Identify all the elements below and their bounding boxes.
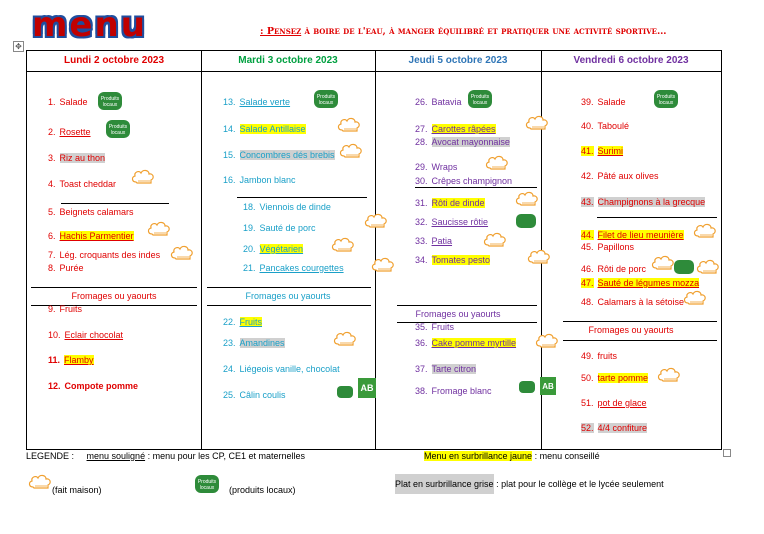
section-label: Fromages ou yaourts	[415, 309, 501, 319]
menu-item: 12. Compote pomme	[48, 381, 139, 391]
menu-item: 20. Végétarien	[243, 244, 304, 254]
menu-item: 39. Salade	[581, 97, 626, 107]
menu-item: 16. Jambon blanc	[223, 175, 296, 185]
menu-item: 48. Calamars à la sétoise	[581, 297, 685, 307]
menu-item: 25. Câlin coulis	[223, 390, 286, 400]
menu-item: 45. Papillons	[581, 242, 635, 252]
svg-text:Produits: Produits	[470, 94, 490, 100]
menu-item: 41. Surimi	[581, 146, 624, 156]
menu-item: 34. Tomates pesto	[415, 255, 491, 265]
day-column-friday	[541, 51, 721, 449]
legend-local: (produits locaux)	[229, 485, 296, 495]
day-header: Vendredi 6 octobre 2023	[541, 51, 721, 72]
homemade-icon	[331, 237, 357, 253]
menu-item: 1. Salade	[48, 97, 88, 107]
menu-item: 5. Beignets calamars	[48, 207, 134, 217]
menu-item: 33. Patia	[415, 236, 453, 246]
homemade-icon	[696, 259, 722, 275]
menu-item: 10. Eclair chocolat	[48, 330, 124, 340]
separator-line	[31, 287, 197, 288]
day-column-thursday	[375, 51, 554, 449]
separator-line	[237, 197, 367, 198]
section-label: Fromages ou yaourts	[245, 291, 331, 301]
homemade-icon	[683, 290, 709, 306]
menu-item: 30. Crêpes champignon	[415, 176, 513, 186]
legend-yellow	[424, 451, 600, 461]
menu-item: 36. Cake pomme myrtille	[415, 338, 517, 348]
legend-yellow-desc: : menu conseillé	[532, 451, 600, 461]
menu-item: 44. Filet de lieu meunière	[581, 230, 684, 240]
separator-line	[563, 321, 717, 322]
day-header: Mardi 3 octobre 2023	[201, 51, 375, 72]
menu-item: 38. Fromage blanc	[415, 386, 492, 396]
legend-underlined-sample: menu souligné	[86, 451, 146, 461]
local-products-icon	[653, 89, 679, 109]
menu-item: 24. Liégeois vanille, chocolat	[223, 364, 340, 374]
menu-item: 9. Fruits	[48, 304, 83, 314]
day-header: Jeudi 5 octobre 2023	[375, 51, 541, 72]
legend-grey-sample: Plat en surbrillance grise	[395, 474, 494, 494]
separator-line	[397, 305, 537, 306]
homemade-icon	[483, 232, 509, 248]
legend-label: LEGENDE :	[26, 451, 75, 461]
menu-item: 2. Rosette	[48, 127, 91, 137]
separator-line	[597, 217, 717, 218]
menu-item: 40. Taboulé	[581, 121, 630, 131]
homemade-icon	[337, 117, 363, 133]
menu-item: 50. tarte pomme	[581, 373, 649, 383]
menu-item: 8. Purée	[48, 263, 84, 273]
separator-line	[207, 305, 371, 306]
menu-item: 42. Pâté aux olives	[581, 171, 659, 181]
legend-grey-desc: : plat pour le collège et le lycée seulement	[493, 479, 664, 489]
section-label: Fromages ou yaourts	[71, 291, 157, 301]
separator-line	[563, 340, 717, 341]
separator-line	[207, 287, 371, 288]
menu-item: 13. Salade verte	[223, 97, 291, 107]
menu-item: 51. pot de glace	[581, 398, 647, 408]
menu-item: 22. Fruits	[223, 317, 263, 327]
separator-line	[415, 187, 537, 188]
homemade-icon	[333, 331, 359, 347]
separator-line	[61, 203, 169, 204]
menu-item: 7. Lég. croquants des indes	[48, 250, 161, 260]
local-products-icon	[673, 259, 695, 275]
homemade-icon	[339, 143, 365, 159]
homemade-icon	[170, 245, 196, 261]
section-label: Fromages ou yaourts	[588, 325, 674, 335]
menu-item: 43. Champignons à la grecque	[581, 197, 706, 207]
local-products-icon	[515, 213, 537, 229]
menu-item: 35. Fruits	[415, 322, 455, 332]
menu-item: 18. Viennois de dinde	[243, 202, 331, 212]
svg-text:locaux: locaux	[472, 100, 488, 106]
svg-text:locaux: locaux	[102, 102, 118, 108]
local-products-icon	[336, 385, 354, 399]
menu-item: 11. Flamby	[48, 355, 94, 365]
svg-text:Produits: Produits	[108, 124, 128, 130]
menu-item: 31. Rôti de dinde	[415, 198, 485, 208]
homemade-icon	[515, 191, 541, 207]
menu-item: 19. Sauté de porc	[243, 223, 316, 233]
homemade-icon	[693, 223, 719, 239]
local-products-icon	[518, 380, 536, 394]
organic-ab-icon	[357, 377, 377, 399]
local-products-icon	[105, 119, 131, 139]
svg-text:AB: AB	[542, 382, 554, 391]
table-resize-handle[interactable]	[723, 449, 731, 457]
svg-text:locaux: locaux	[110, 130, 126, 136]
menu-item: 47. Sauté de légumes mozza	[581, 278, 700, 288]
menu-item: 3. Riz au thon	[48, 153, 106, 163]
menu-item: 49. fruits	[581, 351, 618, 361]
day-header: Lundi 2 octobre 2023	[27, 51, 201, 72]
menu-item: 15. Concombres dés brebis	[223, 150, 335, 160]
menu-subtitle	[260, 26, 666, 37]
local-products-icon	[194, 474, 220, 494]
legend-homemade: (fait maison)	[52, 485, 102, 495]
subtitle-text: à boire de l'eau, à manger équilibré et pratiquer une activité sportive…	[301, 26, 667, 37]
svg-text:locaux: locaux	[658, 100, 674, 106]
day-column-monday	[27, 51, 202, 449]
menu-item: 28. Avocat mayonnaise	[415, 137, 510, 147]
menu-item: 27. Carottes râpées	[415, 124, 496, 134]
svg-text:Produits: Produits	[100, 96, 120, 102]
table-move-handle[interactable]: ✥	[13, 41, 24, 52]
menu-item: 26. Batavia	[415, 97, 462, 107]
legend-underlined	[26, 451, 305, 461]
legend-yellow-sample: Menu en surbrillance jaune	[424, 451, 533, 461]
menu-item: 14. Salade Antillaise	[223, 124, 306, 134]
local-products-icon	[313, 89, 339, 109]
svg-text:AB: AB	[360, 383, 374, 393]
svg-text:Produits: Produits	[656, 94, 676, 100]
homemade-icon	[28, 474, 54, 490]
svg-text:Produits: Produits	[197, 479, 217, 485]
homemade-icon	[147, 221, 173, 237]
local-products-icon	[467, 89, 493, 109]
menu-item: 4. Toast cheddar	[48, 179, 117, 189]
menu-item: 52. 4/4 confiture	[581, 423, 648, 433]
menu-item: 29. Wraps	[415, 162, 458, 172]
legend-grey	[395, 474, 664, 494]
svg-text:locaux: locaux	[199, 485, 215, 491]
homemade-icon	[485, 155, 511, 171]
subtitle-lead: : Pensez	[260, 26, 302, 37]
svg-text:locaux: locaux	[318, 100, 334, 106]
local-products-icon	[97, 91, 123, 111]
menu-item: 37. Tarte citron	[415, 364, 477, 374]
menu-item: 21. Pancakes courgettes	[243, 263, 344, 273]
menu-item: 23. Amandines	[223, 338, 285, 348]
menu-table	[26, 50, 722, 450]
homemade-icon	[657, 367, 683, 383]
menu-item: 6. Hachis Parmentier	[48, 231, 134, 241]
menu-title: menu	[32, 5, 147, 45]
legend-underlined-desc: : menu pour les CP, CE1 et maternelles	[145, 451, 305, 461]
menu-item: 32. Saucisse rôtie	[415, 217, 489, 227]
homemade-icon	[131, 169, 157, 185]
menu-item: 46. Rôti de porc	[581, 264, 647, 274]
day-column-tuesday	[201, 51, 376, 449]
svg-text:Produits: Produits	[316, 94, 336, 100]
